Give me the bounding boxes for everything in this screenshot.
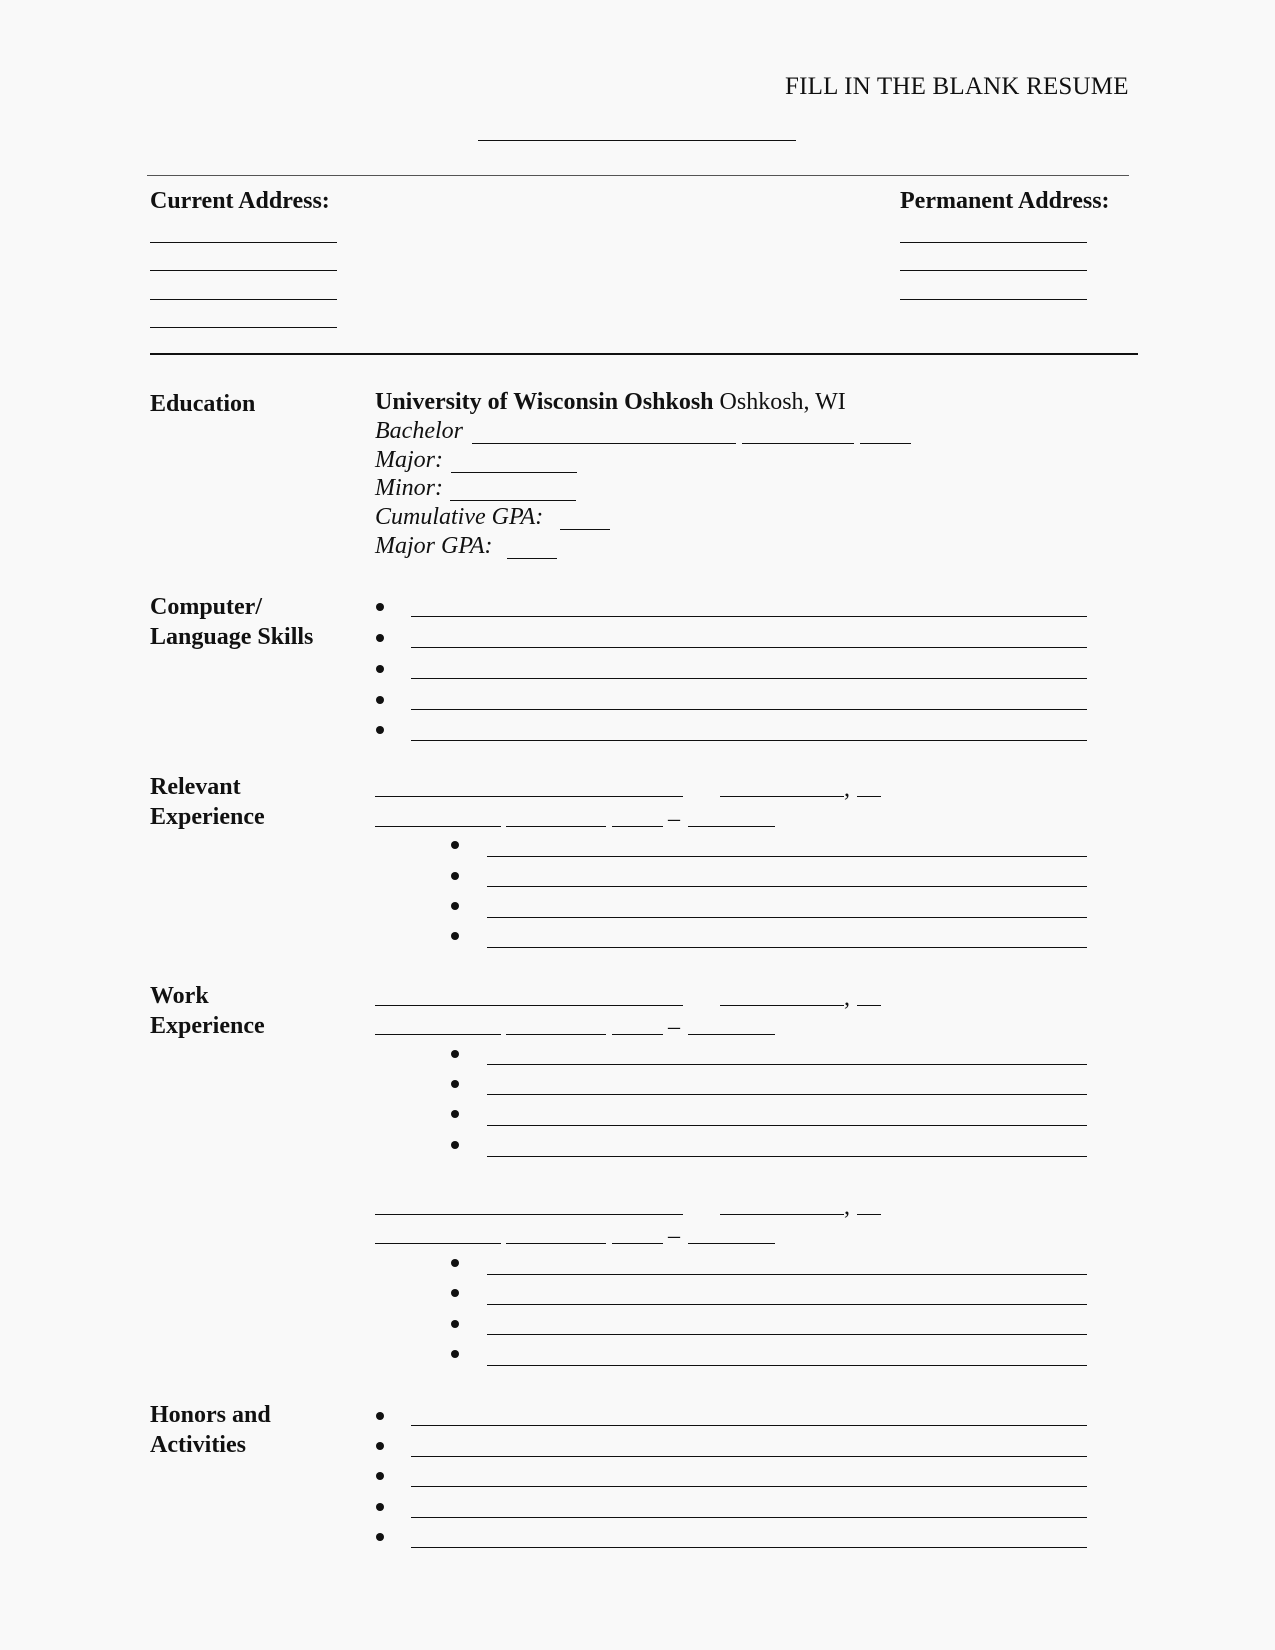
work1-start-month-blank[interactable] bbox=[506, 1034, 606, 1035]
skills-blank-1[interactable] bbox=[411, 616, 1087, 617]
current-address-blank-3[interactable] bbox=[150, 299, 337, 300]
work1-duty-blank-3[interactable] bbox=[487, 1125, 1087, 1126]
section-skills bbox=[150, 592, 313, 652]
honors-blank-4[interactable] bbox=[411, 1517, 1087, 1518]
bullet-icon bbox=[451, 902, 459, 910]
skills-blank-4[interactable] bbox=[411, 709, 1087, 710]
bullet-icon bbox=[376, 634, 384, 642]
work1-dash: – bbox=[668, 1014, 680, 1040]
work2-duty-blank-1[interactable] bbox=[487, 1274, 1087, 1275]
relevant-duty-blank-4[interactable] bbox=[487, 947, 1087, 948]
work2-city-blank[interactable] bbox=[720, 1214, 844, 1215]
cumulative-gpa-blank[interactable] bbox=[560, 529, 610, 530]
bachelor-blank-3[interactable] bbox=[860, 443, 911, 444]
relevant-end-blank[interactable] bbox=[688, 826, 775, 827]
education-school-line bbox=[375, 389, 846, 416]
bullet-icon bbox=[451, 1259, 459, 1267]
relevant-start-year-blank[interactable] bbox=[612, 826, 663, 827]
bachelor-label: Bachelor bbox=[375, 418, 463, 444]
permanent-address-blank-3[interactable] bbox=[900, 299, 1087, 300]
honors-blank-2[interactable] bbox=[411, 1456, 1087, 1457]
section-honors-activities bbox=[150, 1400, 271, 1460]
skills-blank-5[interactable] bbox=[411, 740, 1087, 741]
current-address-label: Current Address: bbox=[150, 188, 330, 214]
work1-comma: , bbox=[844, 985, 850, 1011]
bullet-icon bbox=[376, 1472, 384, 1480]
bullet-icon bbox=[451, 1350, 459, 1358]
major-label: Major: bbox=[375, 447, 443, 473]
bullet-icon bbox=[451, 1080, 459, 1088]
section-relevant-line1: Relevant bbox=[150, 774, 241, 800]
current-address-blank-4[interactable] bbox=[150, 327, 337, 328]
minor-label: Minor: bbox=[375, 475, 443, 501]
work1-end-blank[interactable] bbox=[688, 1034, 775, 1035]
work1-state-blank[interactable] bbox=[857, 1005, 881, 1006]
section-relevant-experience bbox=[150, 772, 265, 832]
bullet-icon bbox=[451, 1289, 459, 1297]
work1-duty-blank-1[interactable] bbox=[487, 1064, 1087, 1065]
bullet-icon bbox=[451, 1110, 459, 1118]
bullet-icon bbox=[376, 1442, 384, 1450]
work1-title-blank[interactable] bbox=[375, 1034, 501, 1035]
relevant-duty-blank-1[interactable] bbox=[487, 856, 1087, 857]
major-blank[interactable] bbox=[451, 472, 577, 473]
section-skills-line2: Language Skills bbox=[150, 624, 314, 650]
address-divider bbox=[150, 353, 1138, 355]
resume-title: FILL IN THE BLANK RESUME bbox=[785, 73, 1129, 100]
bullet-icon bbox=[451, 932, 459, 940]
bachelor-blank-1[interactable] bbox=[472, 443, 736, 444]
skills-blank-3[interactable] bbox=[411, 678, 1087, 679]
work2-comma: , bbox=[844, 1194, 850, 1220]
skills-blank-2[interactable] bbox=[411, 647, 1087, 648]
work1-city-blank[interactable] bbox=[720, 1005, 844, 1006]
work1-duty-blank-2[interactable] bbox=[487, 1094, 1087, 1095]
relevant-title-blank[interactable] bbox=[375, 826, 501, 827]
work2-start-month-blank[interactable] bbox=[506, 1243, 606, 1244]
cumulative-gpa-label: Cumulative GPA: bbox=[375, 504, 544, 530]
work1-org-blank[interactable] bbox=[375, 1005, 683, 1006]
bullet-icon bbox=[451, 1320, 459, 1328]
work2-duty-blank-4[interactable] bbox=[487, 1365, 1087, 1366]
work2-end-blank[interactable] bbox=[688, 1243, 775, 1244]
bullet-icon bbox=[451, 1050, 459, 1058]
relevant-comma: , bbox=[844, 776, 850, 802]
work2-org-blank[interactable] bbox=[375, 1214, 683, 1215]
section-honors-line2: Activities bbox=[150, 1432, 246, 1458]
honors-blank-3[interactable] bbox=[411, 1486, 1087, 1487]
name-blank[interactable] bbox=[478, 140, 796, 141]
relevant-start-month-blank[interactable] bbox=[506, 826, 606, 827]
section-honors-line1: Honors and bbox=[150, 1402, 271, 1428]
relevant-duty-blank-2[interactable] bbox=[487, 886, 1087, 887]
minor-blank[interactable] bbox=[450, 500, 576, 501]
current-address-blank-1[interactable] bbox=[150, 242, 337, 243]
bullet-icon bbox=[376, 665, 384, 673]
section-work-line1: Work bbox=[150, 983, 209, 1009]
relevant-city-blank[interactable] bbox=[720, 796, 844, 797]
honors-blank-1[interactable] bbox=[411, 1425, 1087, 1426]
section-work-line2: Experience bbox=[150, 1013, 265, 1039]
bullet-icon bbox=[376, 1533, 384, 1541]
section-skills-line1: Computer/ bbox=[150, 594, 262, 620]
bullet-icon bbox=[451, 841, 459, 849]
permanent-address-blank-1[interactable] bbox=[900, 242, 1087, 243]
section-relevant-line2: Experience bbox=[150, 804, 265, 830]
current-address-blank-2[interactable] bbox=[150, 270, 337, 271]
honors-blank-5[interactable] bbox=[411, 1547, 1087, 1548]
work2-start-year-blank[interactable] bbox=[612, 1243, 663, 1244]
work2-title-blank[interactable] bbox=[375, 1243, 501, 1244]
major-gpa-blank[interactable] bbox=[507, 558, 557, 559]
bullet-icon bbox=[451, 1141, 459, 1149]
work2-duty-blank-3[interactable] bbox=[487, 1334, 1087, 1335]
work1-duty-blank-4[interactable] bbox=[487, 1156, 1087, 1157]
bullet-icon bbox=[376, 1412, 384, 1420]
bullet-icon bbox=[376, 726, 384, 734]
bullet-icon bbox=[376, 696, 384, 704]
bullet-icon bbox=[451, 872, 459, 880]
major-gpa-label: Major GPA: bbox=[375, 533, 493, 559]
relevant-state-blank[interactable] bbox=[857, 796, 881, 797]
school-name: University of Wisconsin Oshkosh bbox=[375, 389, 714, 415]
work1-start-year-blank[interactable] bbox=[612, 1034, 663, 1035]
bachelor-blank-2[interactable] bbox=[742, 443, 854, 444]
permanent-address-label: Permanent Address: bbox=[900, 188, 1110, 214]
relevant-dash: – bbox=[668, 806, 680, 832]
bullet-icon bbox=[376, 603, 384, 611]
work2-state-blank[interactable] bbox=[857, 1214, 881, 1215]
section-education: Education bbox=[150, 391, 256, 417]
school-location: Oshkosh, WI bbox=[719, 389, 846, 415]
work2-dash: – bbox=[668, 1223, 680, 1249]
relevant-org-blank[interactable] bbox=[375, 796, 683, 797]
work2-duty-blank-2[interactable] bbox=[487, 1304, 1087, 1305]
bullet-icon bbox=[376, 1503, 384, 1511]
section-work-experience bbox=[150, 981, 265, 1041]
relevant-duty-blank-3[interactable] bbox=[487, 917, 1087, 918]
header-divider bbox=[147, 175, 1129, 176]
permanent-address-blank-2[interactable] bbox=[900, 270, 1087, 271]
